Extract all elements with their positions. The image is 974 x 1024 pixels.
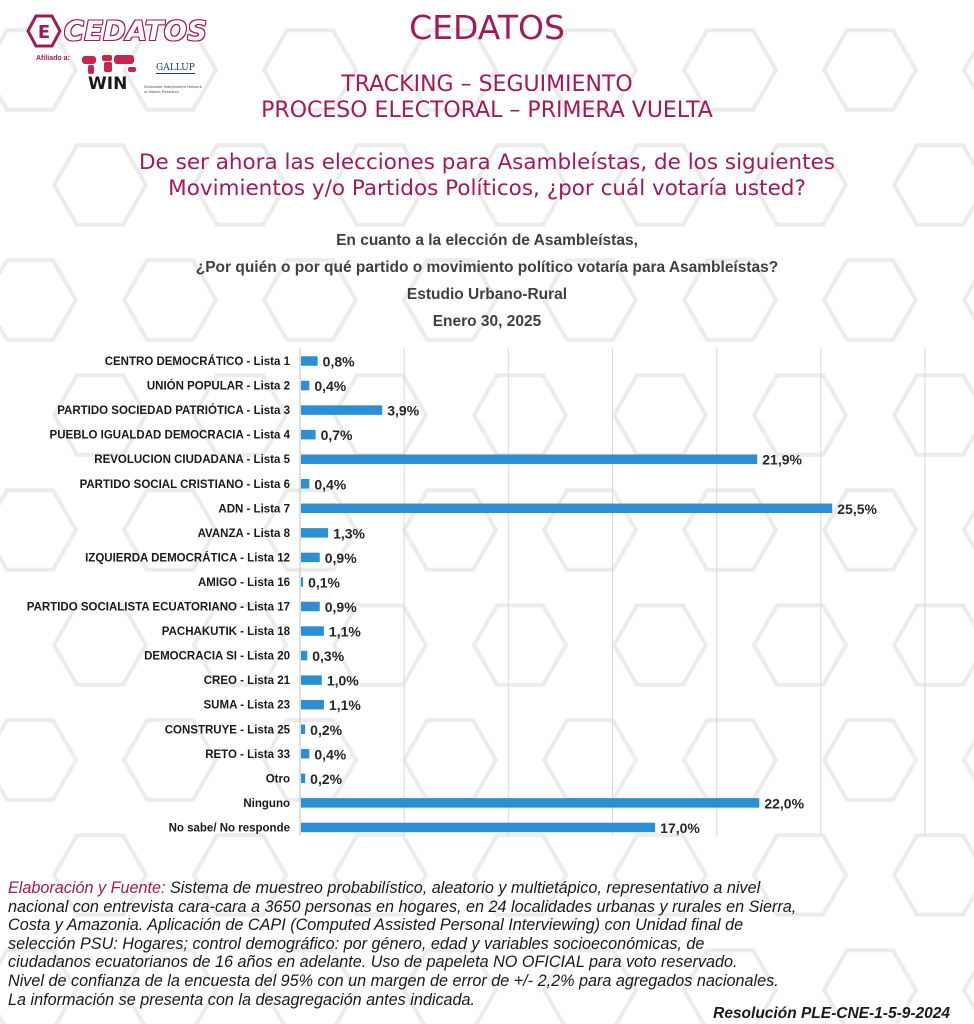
footer-line-3: Costa y Amazonia. Aplicación de CAPI (Computed Assisted Personal Interviewing) con Unidad final de [8,916,744,935]
category-label: DEMOCRACIA SI - Lista 20 [144,650,290,663]
category-label: Ninguno [243,797,290,810]
bar [301,577,303,587]
data-label: 0,4% [314,378,347,395]
win-logo-text: WIN [88,74,128,94]
category-label: RETO - Lista 33 [205,748,290,761]
category-label: CONSTRUYE - Lista 25 [164,724,290,737]
category-label: AVANZA - Lista 8 [197,527,290,540]
bar [301,479,309,489]
category-label: PARTIDO SOCIEDAD PATRIÓTICA - Lista 3 [57,405,290,418]
data-label: 0,9% [324,599,357,615]
footer-line-2: nacional con entrevista cara-cara a 3650 personas en hogares, en 24 localidades urbanas y rurales en Sierra, [8,897,797,916]
chart-title-line-2: ¿Por quién o por qué partido o movimiento político votaría para Asambleístas? [195,259,779,276]
bar [301,553,320,563]
category-label: AMIGO - Lista 16 [197,576,290,589]
bar [301,749,309,759]
data-label: 21,9% [762,451,802,468]
data-label: 0,9% [324,549,357,566]
data-label: 0,3% [312,648,345,665]
footer-line-7: La información se presenta con la desagregación antes indicada. [8,990,476,1009]
footer-line-4: selección PSU: Hogares; control demográfico: por género, edad y variables socioeconómicas, de [8,934,705,953]
page-title: CEDATOS [409,8,565,47]
logo-affiliation: Afiliado a: [36,55,70,62]
category-label: IZQUIERDA DEMOCRÁTICA - Lista 12 [85,552,290,565]
subtitle-tracking: TRACKING – SEGUIMIENTO [341,72,633,97]
bar [301,602,320,612]
data-label: 0,7% [320,427,353,444]
data-label: 0,8% [322,353,355,370]
question-line-2: Movimientos y/o Partidos Políticos, ¿por cuál votaría usted? [168,176,806,201]
data-label: 1,3% [333,525,366,542]
data-label: 1,1% [328,623,361,640]
footer-line-1: Sistema de muestreo probabilístico, aleatorio y multietápico, representativo a nivel [165,879,761,897]
bar [301,528,328,538]
category-label: ADN - Lista 7 [218,503,290,516]
data-label: 1,1% [328,697,361,714]
svg-text:E: E [37,22,51,43]
gallup-subtext: Worldwide Independent Network of Market Research [144,84,202,94]
category-label: SUMA - Lista 23 [203,699,290,712]
chart-title-line-1: En cuanto a la elección de Asambleístas, [336,232,638,249]
bar [301,430,316,440]
category-label: Otro [265,773,290,786]
category-label: PACHAKUTIK - Lista 18 [161,626,290,639]
category-label: PARTIDO SOCIAL CRISTIANO - Lista 6 [79,478,290,491]
category-label: REVOLUCION CIUDADANA - Lista 5 [94,454,290,467]
data-label: 3,9% [387,402,420,419]
data-label: 0,2% [310,770,343,787]
category-label: PARTIDO SOCIALISTA ECUATORIANO - Lista 17 [26,601,290,614]
gallup-logo-text: GALLUP [156,63,195,73]
footer-line-5: ciudadanos ecuatorianos de 16 años en adelante. Uso de papeleta NO OFICIAL para voto reservado. [8,953,738,972]
data-label: 17,0% [660,819,700,836]
data-label: 0,2% [310,721,343,738]
resolution-code: Resolución PLE-CNE-1-5-9-2024 [713,1005,950,1022]
bar [301,504,832,514]
category-label: CREO - Lista 21 [203,675,290,688]
footer-line-6: Nivel de confianza de la encuesta del 95% con un margen de error de +/- 2,2% para agregados nacionales. [8,971,779,990]
bar [301,700,324,710]
data-label: 1,0% [326,672,359,689]
category-label: CENTRO DEMOCRÁTICO - Lista 1 [104,356,290,368]
bar [301,626,324,636]
category-label: No sabe/ No responde [168,822,290,835]
bar [301,774,305,784]
bar [301,798,759,808]
bar [301,725,305,735]
bar [301,651,307,661]
chart-title-line-3: Estudio Urbano-Rural [406,286,568,303]
bar [301,381,309,391]
data-label: 0,1% [308,574,341,591]
data-label: 0,4% [314,746,347,763]
data-label: 25,5% [837,500,877,517]
category-label: PUEBLO IGUALDAD DEMOCRACIA - Lista 4 [49,429,290,442]
category-label: UNIÓN POPULAR - Lista 2 [146,380,290,393]
methodology-footer [8,879,968,1009]
bar [301,405,382,415]
bar [301,454,757,464]
subtitle-process: PROCESO ELECTORAL – PRIMERA VUELTA [261,98,713,123]
data-label: 0,4% [314,476,347,493]
logo-wordmark: CEDATOS [64,15,208,47]
footer-lead: Elaboración y Fuente: [8,879,166,897]
survey-question [20,150,954,202]
question-line-1: De ser ahora las elecciones para Asambleístas, de los siguientes [139,150,835,175]
bar [301,823,655,833]
chart-title-line-4: Enero 30, 2025 [432,313,542,330]
bar [301,675,322,685]
bar [301,356,318,366]
data-label: 22,0% [764,795,805,812]
